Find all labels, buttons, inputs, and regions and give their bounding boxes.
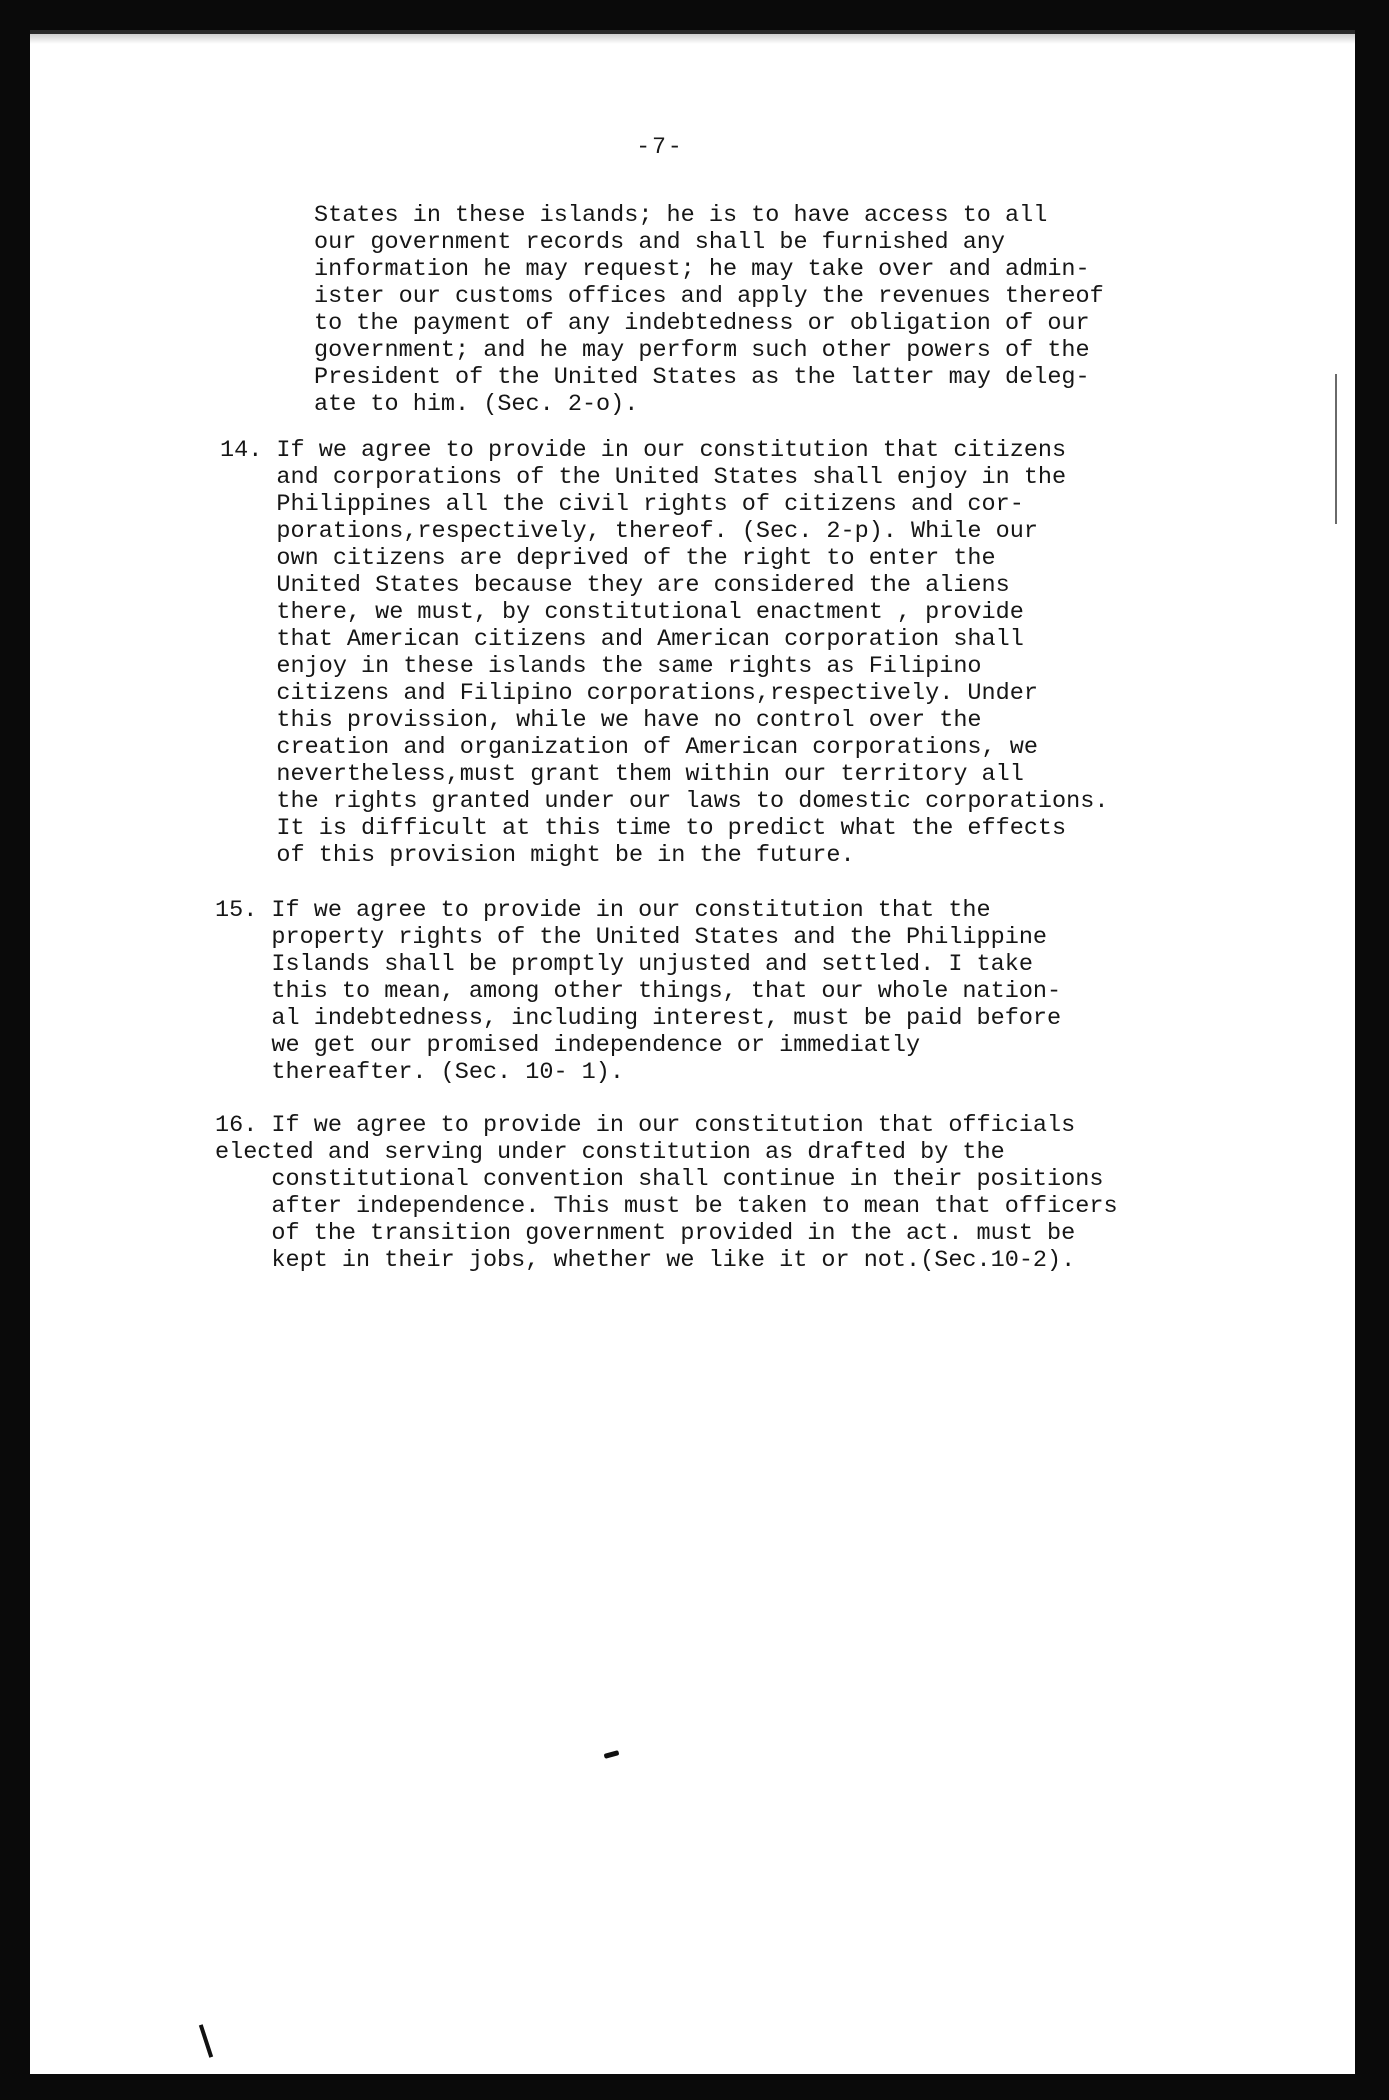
page-number: -7- <box>636 134 684 160</box>
typewritten-page <box>30 30 1355 2074</box>
paragraph-13-continued: States in these islands; he is to have access to all our government records and shall be furnished any information he may request; he may take over and admin- ister our customs offices and apply the revenues thereof to the payment of any indebtedness or obligation of our government; and he may perform such other powers of the President of the United States as the latter may deleg- ate to him. (Sec. 2-o). <box>314 202 1104 418</box>
paper-top-edge <box>30 34 1355 44</box>
margin-pencil-mark <box>199 2024 213 2058</box>
paragraph-16: 16. If we agree to provide in our constitution that officials elected and serving under constitution as drafted by the constitutional convention shall continue in their positions after independence. This must be taken to mean that officers of the transition government provided in the act. must be kept in their jobs, whether we like it or not.(Sec.10-2). <box>215 1112 1118 1274</box>
stray-ink-mark <box>604 1750 620 1759</box>
paragraph-14: 14. If we agree to provide in our constitution that citizens and corporations of the United States shall enjoy in the Philippines all the civil rights of citizens and cor- porations,respectively, thereof. (Sec. 2-p). While our own citizens are deprived of the right to enter the United States because they are considered the aliens there, we must, by constitutional enactment , provide that American citizens and American corporation shall enjoy in these islands the same rights as Filipino citizens and Filipino corporations,respectively. Under this provission, while we have no control over the creation and organization of American corporations, we nevertheless,must grant them within our territory all the rights granted under our laws to domestic corporations. It is difficult at this time to predict what the effects of this provision might be in the future. <box>220 437 1109 869</box>
scan-edge-line <box>1335 374 1337 524</box>
paragraph-15: 15. If we agree to provide in our constitution that the property rights of the United States and the Philippine Islands shall be promptly unjusted and settled. I take this to mean, among other things, that our whole nation- al indebtedness, including interest, must be paid before we get our promised independence or immediatly thereafter. (Sec. 10- 1). <box>215 897 1062 1086</box>
